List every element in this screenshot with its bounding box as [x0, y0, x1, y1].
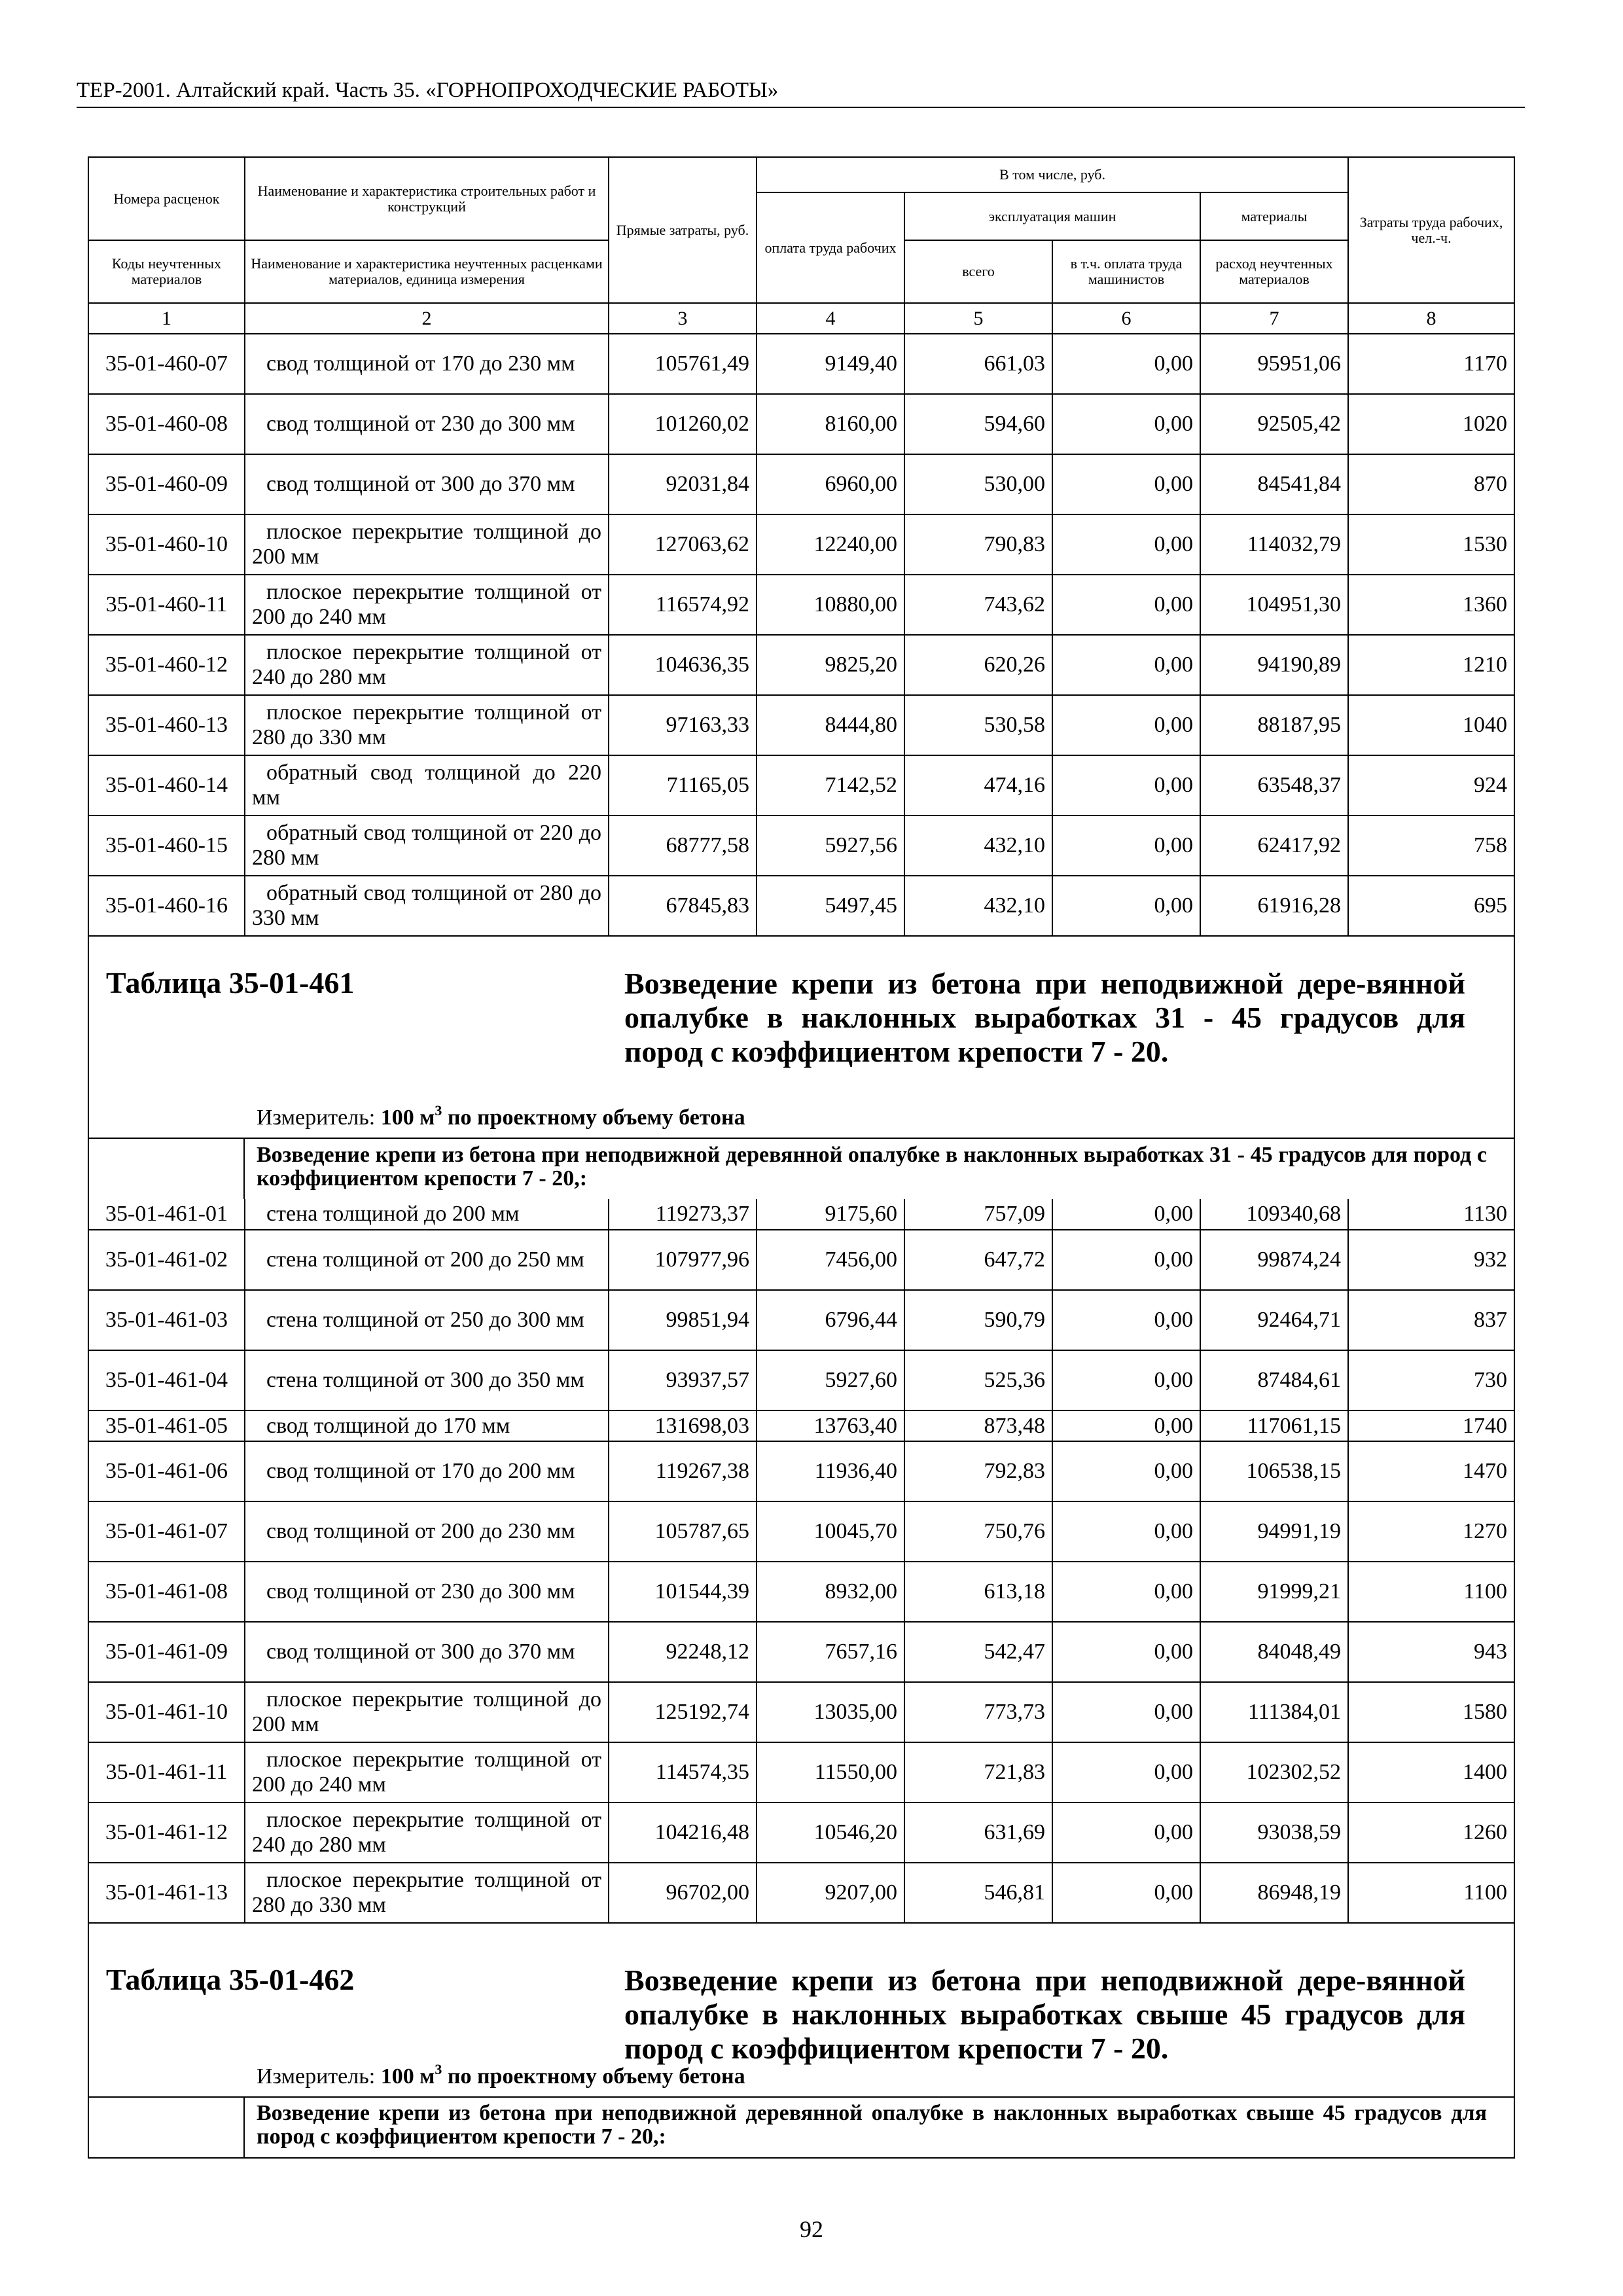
- table-row: [89, 695, 1514, 755]
- running-header: ТЕР-2001. Алтайский край. Часть 35. «ГОРНОПРОХОДЧЕСКИЕ РАБОТЫ»: [77, 79, 779, 102]
- materials-cost: 84541,84: [1200, 454, 1348, 514]
- table-row: [89, 1501, 1514, 1562]
- labor-hours: 870: [1348, 454, 1514, 514]
- machinists-pay: 0,00: [1052, 816, 1200, 876]
- labor-pay: 8160,00: [757, 394, 904, 454]
- header-material-consumption: расход неучтенных материалов: [1200, 240, 1348, 303]
- description-text: стена толщиной от 250 до 300 мм: [266, 1308, 584, 1332]
- work-description: [245, 1803, 609, 1863]
- rate-code: 35-01-461-13: [89, 1863, 245, 1923]
- materials-cost: 63548,37: [1200, 755, 1348, 816]
- labor-hours: 1270: [1348, 1501, 1514, 1562]
- materials-cost: 87484,61: [1200, 1350, 1348, 1410]
- table-label-461: Таблица 35-01-461: [106, 966, 355, 999]
- rate-code: 35-01-461-08: [89, 1562, 245, 1622]
- rate-code: 35-01-461-09: [89, 1622, 245, 1682]
- labor-hours: 730: [1348, 1350, 1514, 1410]
- labor-pay: 5927,56: [757, 816, 904, 876]
- description-text: плоское перекрытие толщиной от 200 до 240 мм: [252, 580, 601, 629]
- description-text: обратный свод толщиной до 220 мм: [252, 761, 601, 810]
- description-text: плоское перекрытие толщиной от 240 до 280 мм: [252, 640, 601, 689]
- materials-cost: 93038,59: [1200, 1803, 1348, 1863]
- direct-costs: 68777,58: [609, 816, 757, 876]
- materials-cost: 99874,24: [1200, 1230, 1348, 1290]
- machines-total: 432,10: [904, 876, 1052, 936]
- column-number: 2: [245, 303, 609, 334]
- table-row: [89, 1863, 1514, 1923]
- direct-costs: 131698,03: [609, 1410, 757, 1441]
- description-text: свод толщиной от 300 до 370 мм: [266, 1640, 575, 1664]
- labor-hours: 758: [1348, 816, 1514, 876]
- materials-cost: 62417,92: [1200, 816, 1348, 876]
- labor-hours: 943: [1348, 1622, 1514, 1682]
- description-text: стена толщиной от 200 до 250 мм: [266, 1247, 584, 1272]
- work-description: [245, 755, 609, 816]
- labor-hours: 1470: [1348, 1441, 1514, 1501]
- machinists-pay: 0,00: [1052, 755, 1200, 816]
- table-row: [89, 394, 1514, 454]
- rate-code: 35-01-460-15: [89, 816, 245, 876]
- machinists-pay: 0,00: [1052, 454, 1200, 514]
- work-description: [245, 454, 609, 514]
- materials-cost: 92505,42: [1200, 394, 1348, 454]
- description-text: плоское перекрытие толщиной до 200 мм: [252, 520, 601, 569]
- materials-cost: 94991,19: [1200, 1501, 1348, 1562]
- rate-code: 35-01-460-14: [89, 755, 245, 816]
- machinists-pay: 0,00: [1052, 334, 1200, 394]
- direct-costs: 101260,02: [609, 394, 757, 454]
- unit-461: [257, 1102, 745, 1130]
- materials-cost: 111384,01: [1200, 1682, 1348, 1742]
- direct-costs: 116574,92: [609, 575, 757, 635]
- direct-costs: 71165,05: [609, 755, 757, 816]
- unit-suffix: по проектному объему бетона: [447, 2064, 745, 2089]
- description-text: плоское перекрытие толщиной до 200 мм: [252, 1687, 601, 1736]
- machinists-pay: 0,00: [1052, 635, 1200, 695]
- header-rule: [77, 107, 1525, 108]
- table-row: [89, 1682, 1514, 1742]
- work-description: [245, 1501, 609, 1562]
- table-row: [89, 454, 1514, 514]
- column-number: 4: [757, 303, 904, 334]
- rate-code: 35-01-460-12: [89, 635, 245, 695]
- unit-prefix: Измеритель:: [257, 2064, 376, 2089]
- materials-cost: 106538,15: [1200, 1441, 1348, 1501]
- machinists-pay: 0,00: [1052, 514, 1200, 575]
- materials-cost: 95951,06: [1200, 334, 1348, 394]
- machines-total: 432,10: [904, 816, 1052, 876]
- table-row: [89, 1562, 1514, 1622]
- labor-hours: 1100: [1348, 1863, 1514, 1923]
- machinists-pay: 0,00: [1052, 1863, 1200, 1923]
- labor-pay: 9207,00: [757, 1863, 904, 1923]
- description-text: свод толщиной до 170 мм: [266, 1413, 510, 1438]
- machines-total: 647,72: [904, 1230, 1052, 1290]
- column-number: 5: [904, 303, 1052, 334]
- labor-pay: 10045,70: [757, 1501, 904, 1562]
- machines-total: 661,03: [904, 334, 1052, 394]
- rate-code: 35-01-461-04: [89, 1350, 245, 1410]
- description-text: плоское перекрытие толщиной от 280 до 330 мм: [252, 1868, 601, 1917]
- labor-pay: 12240,00: [757, 514, 904, 575]
- description-text: свод толщиной от 200 до 230 мм: [266, 1519, 575, 1543]
- machines-total: 594,60: [904, 394, 1052, 454]
- machines-total: 790,83: [904, 514, 1052, 575]
- machinists-pay: 0,00: [1052, 575, 1200, 635]
- machines-total: 773,73: [904, 1682, 1052, 1742]
- column-number: 3: [609, 303, 757, 334]
- work-description: [245, 514, 609, 575]
- header-labor-hours: Затраты труда рабочих, чел.-ч.: [1348, 158, 1514, 303]
- rate-code: 35-01-460-09: [89, 454, 245, 514]
- labor-hours: 1170: [1348, 334, 1514, 394]
- unit-462: [257, 2060, 745, 2089]
- direct-costs: 93937,57: [609, 1350, 757, 1410]
- work-description: [245, 1230, 609, 1290]
- direct-costs: 114574,35: [609, 1742, 757, 1803]
- table-row: [89, 1290, 1514, 1350]
- description-text: плоское перекрытие толщиной от 280 до 330 мм: [252, 700, 601, 749]
- machinists-pay: 0,00: [1052, 1410, 1200, 1441]
- table-row: [89, 1622, 1514, 1682]
- machinists-pay: 0,00: [1052, 394, 1200, 454]
- unit-suffix: по проектному объему бетона: [447, 1105, 745, 1130]
- header-machinists-pay: в т.ч. оплата труда машинистов: [1052, 240, 1200, 303]
- work-description: [245, 1199, 609, 1230]
- price-table-frame: [88, 156, 1515, 2159]
- machines-total: 792,83: [904, 1441, 1052, 1501]
- group-heading-461: Возведение крепи из бетона при неподвижной деревянной опалубке в наклонных выработках 31 - 45 градусов для пород с коэффициентом крепости 7 - 20,:: [257, 1143, 1487, 1191]
- work-description: [245, 1290, 609, 1350]
- machines-total: 631,69: [904, 1803, 1052, 1863]
- labor-pay: 9825,20: [757, 635, 904, 695]
- header-including: В том числе, руб.: [757, 158, 1348, 192]
- labor-pay: 5927,60: [757, 1350, 904, 1410]
- work-description: [245, 334, 609, 394]
- machinists-pay: 0,00: [1052, 1199, 1200, 1230]
- header-materials: материалы: [1200, 192, 1348, 240]
- machinists-pay: 0,00: [1052, 1622, 1200, 1682]
- materials-cost: 88187,95: [1200, 695, 1348, 755]
- table-row: [89, 334, 1514, 394]
- direct-costs: 125192,74: [609, 1682, 757, 1742]
- labor-pay: 10546,20: [757, 1803, 904, 1863]
- labor-hours: 1360: [1348, 575, 1514, 635]
- rate-code: 35-01-460-16: [89, 876, 245, 936]
- page-number: 92: [800, 2216, 823, 2242]
- table-35-01-461: [89, 1199, 1514, 1924]
- rate-code: 35-01-460-08: [89, 394, 245, 454]
- labor-hours: 837: [1348, 1290, 1514, 1350]
- materials-cost: 61916,28: [1200, 876, 1348, 936]
- materials-cost: 86948,19: [1200, 1863, 1348, 1923]
- machinists-pay: 0,00: [1052, 876, 1200, 936]
- description-text: свод толщиной от 300 до 370 мм: [266, 472, 575, 496]
- header-material-codes: Коды неучтенных материалов: [89, 240, 245, 303]
- rate-code: 35-01-461-02: [89, 1230, 245, 1290]
- machines-total: 613,18: [904, 1562, 1052, 1622]
- labor-pay: 11936,40: [757, 1441, 904, 1501]
- machines-total: 530,00: [904, 454, 1052, 514]
- unit-prefix: Измеритель:: [257, 1105, 376, 1130]
- labor-hours: 932: [1348, 1230, 1514, 1290]
- labor-pay: 7657,16: [757, 1622, 904, 1682]
- rate-code: 35-01-461-10: [89, 1682, 245, 1742]
- machinists-pay: 0,00: [1052, 1350, 1200, 1410]
- labor-hours: 924: [1348, 755, 1514, 816]
- labor-pay: 9149,40: [757, 334, 904, 394]
- column-number: 8: [1348, 303, 1514, 334]
- materials-cost: 91999,21: [1200, 1562, 1348, 1622]
- description-text: обратный свод толщиной от 220 до 280 мм: [252, 821, 601, 870]
- machinists-pay: 0,00: [1052, 1742, 1200, 1803]
- direct-costs: 92031,84: [609, 454, 757, 514]
- table-row: [89, 1230, 1514, 1290]
- labor-pay: 7142,52: [757, 755, 904, 816]
- rate-code: 35-01-460-10: [89, 514, 245, 575]
- labor-pay: 9175,60: [757, 1199, 904, 1230]
- machines-total: 620,26: [904, 635, 1052, 695]
- table-row: [89, 1742, 1514, 1803]
- description-text: свод толщиной от 230 до 300 мм: [266, 1579, 575, 1604]
- work-description: [245, 1441, 609, 1501]
- rate-code: 35-01-460-11: [89, 575, 245, 635]
- materials-cost: 109340,68: [1200, 1199, 1348, 1230]
- table-row: [89, 755, 1514, 816]
- table-35-01-460: [89, 158, 1514, 937]
- rate-code: 35-01-461-11: [89, 1742, 245, 1803]
- divider: [243, 1138, 245, 1199]
- direct-costs: 104216,48: [609, 1803, 757, 1863]
- description-text: свод толщиной от 170 до 200 мм: [266, 1459, 575, 1483]
- machines-total: 590,79: [904, 1290, 1052, 1350]
- rate-code: 35-01-461-01: [89, 1199, 245, 1230]
- labor-pay: 11550,00: [757, 1742, 904, 1803]
- materials-cost: 114032,79: [1200, 514, 1348, 575]
- description-text: стена толщиной до 200 мм: [266, 1202, 520, 1226]
- machinists-pay: 0,00: [1052, 695, 1200, 755]
- machines-total: 750,76: [904, 1501, 1052, 1562]
- machinists-pay: 0,00: [1052, 1562, 1200, 1622]
- table-row: [89, 1803, 1514, 1863]
- section-title-461: Возведение крепи из бетона при неподвижной дере-вянной опалубке в наклонных выработках 31 - 45 градусов для пород с коэффициентом крепости 7 - 20.: [624, 967, 1465, 1068]
- description-text: свод толщиной от 230 до 300 мм: [266, 412, 575, 436]
- header-work-name: Наименование и характеристика строительных работ и конструкций: [245, 158, 609, 240]
- machinists-pay: 0,00: [1052, 1230, 1200, 1290]
- materials-cost: 102302,52: [1200, 1742, 1348, 1803]
- section-title-462: Возведение крепи из бетона при неподвижной дере-вянной опалубке в наклонных выработках свыше 45 градусов для пород с коэффициентом крепости 7 - 20.: [624, 1964, 1465, 2065]
- column-number: 7: [1200, 303, 1348, 334]
- unit-sup: 3: [435, 1102, 442, 1119]
- labor-hours: 1580: [1348, 1682, 1514, 1742]
- direct-costs: 119267,38: [609, 1441, 757, 1501]
- materials-cost: 104951,30: [1200, 575, 1348, 635]
- direct-costs: 101544,39: [609, 1562, 757, 1622]
- header-direct-costs: Прямые затраты, руб.: [609, 158, 757, 303]
- table-row: [89, 635, 1514, 695]
- labor-hours: 1040: [1348, 695, 1514, 755]
- table-label-462: Таблица 35-01-462: [106, 1963, 355, 1996]
- work-description: [245, 876, 609, 936]
- machines-total: 743,62: [904, 575, 1052, 635]
- work-description: [245, 635, 609, 695]
- work-description: [245, 575, 609, 635]
- labor-hours: 1020: [1348, 394, 1514, 454]
- labor-hours: 1260: [1348, 1803, 1514, 1863]
- unit-sup: 3: [435, 2060, 442, 2077]
- table-row: [89, 1199, 1514, 1230]
- direct-costs: 96702,00: [609, 1863, 757, 1923]
- header-material-name: Наименование и характеристика неучтенных расценками материалов, единица измерения: [245, 240, 609, 303]
- description-text: плоское перекрытие толщиной от 240 до 280 мм: [252, 1808, 601, 1857]
- rate-code: 35-01-460-07: [89, 334, 245, 394]
- labor-hours: 1100: [1348, 1562, 1514, 1622]
- description-text: свод толщиной от 170 до 230 мм: [266, 351, 575, 376]
- machines-total: 542,47: [904, 1622, 1052, 1682]
- labor-pay: 10880,00: [757, 575, 904, 635]
- header-labor-pay: оплата труда рабочих: [757, 192, 904, 303]
- labor-hours: 1130: [1348, 1199, 1514, 1230]
- labor-pay: 13763,40: [757, 1410, 904, 1441]
- direct-costs: 67845,83: [609, 876, 757, 936]
- rate-code: 35-01-461-07: [89, 1501, 245, 1562]
- work-description: [245, 1562, 609, 1622]
- table-row: [89, 575, 1514, 635]
- machinists-pay: 0,00: [1052, 1290, 1200, 1350]
- direct-costs: 104636,35: [609, 635, 757, 695]
- table-row: [89, 1350, 1514, 1410]
- direct-costs: 105761,49: [609, 334, 757, 394]
- machines-total: 525,36: [904, 1350, 1052, 1410]
- divider: [89, 1138, 1514, 1139]
- direct-costs: 127063,62: [609, 514, 757, 575]
- work-description: [245, 695, 609, 755]
- unit-value: 100 м: [380, 1105, 435, 1130]
- description-text: плоское перекрытие толщиной от 200 до 240 мм: [252, 1748, 601, 1797]
- description-text: стена толщиной от 300 до 350 мм: [266, 1368, 584, 1392]
- direct-costs: 92248,12: [609, 1622, 757, 1682]
- rate-code: 35-01-461-12: [89, 1803, 245, 1863]
- rate-code: 35-01-461-06: [89, 1441, 245, 1501]
- header-codes: Номера расценок: [89, 158, 245, 240]
- labor-hours: 1210: [1348, 635, 1514, 695]
- machines-total: 530,58: [904, 695, 1052, 755]
- labor-pay: 6796,44: [757, 1290, 904, 1350]
- direct-costs: 119273,37: [609, 1199, 757, 1230]
- machines-total: 757,09: [904, 1199, 1052, 1230]
- column-number: 6: [1052, 303, 1200, 334]
- table-row: [89, 876, 1514, 936]
- materials-cost: 117061,15: [1200, 1410, 1348, 1441]
- materials-cost: 84048,49: [1200, 1622, 1348, 1682]
- labor-hours: 1530: [1348, 514, 1514, 575]
- work-description: [245, 1682, 609, 1742]
- rate-code: 35-01-461-05: [89, 1410, 245, 1441]
- direct-costs: 105787,65: [609, 1501, 757, 1562]
- machines-total: 721,83: [904, 1742, 1052, 1803]
- labor-hours: 1400: [1348, 1742, 1514, 1803]
- header-machines-total: всего: [904, 240, 1052, 303]
- rate-code: 35-01-460-13: [89, 695, 245, 755]
- work-description: [245, 1350, 609, 1410]
- table-row: [89, 1410, 1514, 1441]
- labor-pay: 8932,00: [757, 1562, 904, 1622]
- work-description: [245, 1622, 609, 1682]
- machinists-pay: 0,00: [1052, 1501, 1200, 1562]
- machinists-pay: 0,00: [1052, 1803, 1200, 1863]
- labor-hours: 695: [1348, 876, 1514, 936]
- divider: [89, 2096, 1514, 2098]
- table-row: [89, 514, 1514, 575]
- machinists-pay: 0,00: [1052, 1682, 1200, 1742]
- work-description: [245, 1742, 609, 1803]
- labor-pay: 5497,45: [757, 876, 904, 936]
- rate-code: 35-01-461-03: [89, 1290, 245, 1350]
- description-text: обратный свод толщиной от 280 до 330 мм: [252, 881, 601, 930]
- table-row: [89, 1441, 1514, 1501]
- direct-costs: 99851,94: [609, 1290, 757, 1350]
- work-description: [245, 1863, 609, 1923]
- header-machine-operation: эксплуатация машин: [904, 192, 1200, 240]
- work-description: [245, 816, 609, 876]
- labor-hours: 1740: [1348, 1410, 1514, 1441]
- divider: [243, 2096, 245, 2158]
- unit-value: 100 м: [380, 2064, 435, 2089]
- column-number: 1: [89, 303, 245, 334]
- machinists-pay: 0,00: [1052, 1441, 1200, 1501]
- work-description: [245, 1410, 609, 1441]
- labor-pay: 13035,00: [757, 1682, 904, 1742]
- direct-costs: 97163,33: [609, 695, 757, 755]
- labor-pay: 7456,00: [757, 1230, 904, 1290]
- labor-pay: 8444,80: [757, 695, 904, 755]
- direct-costs: 107977,96: [609, 1230, 757, 1290]
- work-description: [245, 394, 609, 454]
- materials-cost: 92464,71: [1200, 1290, 1348, 1350]
- machines-total: 546,81: [904, 1863, 1052, 1923]
- table-row: [89, 816, 1514, 876]
- machines-total: 474,16: [904, 755, 1052, 816]
- materials-cost: 94190,89: [1200, 635, 1348, 695]
- labor-pay: 6960,00: [757, 454, 904, 514]
- group-heading-462: Возведение крепи из бетона при неподвижной деревянной опалубке в наклонных выработках свыше 45 градусов для пород с коэффициентом крепости 7 - 20,:: [257, 2101, 1487, 2149]
- machines-total: 873,48: [904, 1410, 1052, 1441]
